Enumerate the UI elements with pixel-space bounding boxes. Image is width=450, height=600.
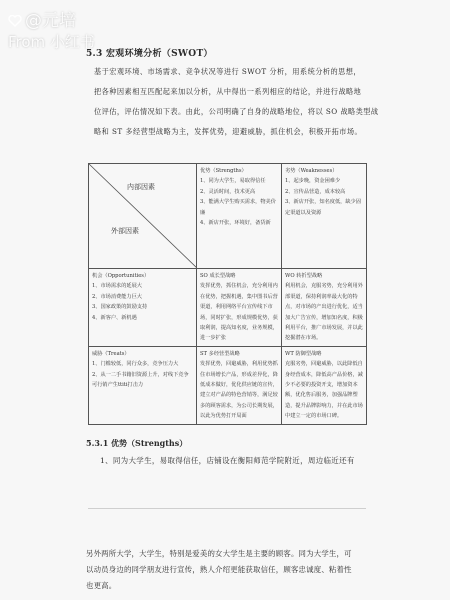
watermark-handle: @元培 <box>25 11 76 31</box>
weaknesses-cell <box>282 164 367 269</box>
subsection-title: 5.3.1 优势（Strengths） <box>86 438 188 448</box>
wo-text: 利用机会，克服劣势，充分利用外部渠道，保持利润率最大化的特点，对市场的产出进行优化，适当加大广告宣传，增加知名度，积极利用平台，推广市场发展，并以此挖掘潜在市场。 <box>285 283 363 342</box>
strengths-title: 优势（Strengths） <box>200 168 247 174</box>
list-item: 3、能满大学生购买需求，物美价廉 <box>200 199 276 216</box>
threats-title: 威胁（Treats） <box>92 350 130 357</box>
diagonal-header-cell <box>89 164 197 269</box>
intro-line: 位评估，评估情况如下表。由此，公司明确了自身的战略地位，将以 SO 战略类型战 <box>94 107 379 116</box>
bottom-line: 以动员身边的同学朋友进行宣传，熟人介绍更能获取信任，顾客忠诚度、粘着性 <box>86 565 352 574</box>
swot-table <box>88 163 367 425</box>
list-item: 1、市场需求的延展大 <box>92 283 142 290</box>
subsection-text: 1、同为大学生，易取得信任，店铺设在衡阳师范学院附近，周边临近还有 <box>100 456 355 465</box>
list-item: 1、同为大学生，易取得信任 <box>200 178 266 185</box>
table-row <box>89 346 367 424</box>
list-item: 2、宣传品营造，成本较高 <box>285 188 346 195</box>
bottom-paragraph <box>86 546 376 594</box>
wt-text: 克服劣势，回避威胁，以此降低自身经营成本，降低高产品价格，减少不必要的投资开支，增加资本额，优化售后服务，加强品牌塑造，提升品牌影响力，并在此市场中建立一定的市场口碑。 <box>285 361 363 420</box>
list-item: 3、新店开张，知名度低，缺少固定渠道以及资源 <box>285 199 361 216</box>
weaknesses-title: 劣势（Weaknesses） <box>285 168 338 174</box>
wo-strategy-cell <box>282 269 367 347</box>
list-item: 4、新客户、新机遇 <box>92 314 137 321</box>
list-item: 2、市场消费能力巨大 <box>92 293 142 300</box>
heart-icon <box>8 15 22 27</box>
table-row <box>89 269 367 347</box>
st-strategy-cell <box>197 346 282 424</box>
intro-line: 基于宏观环境、市场需求、竞争状况等进行 SWOT 分析，用系统分析的思想， <box>94 67 362 76</box>
so-title: SO 成长型战略 <box>200 273 236 279</box>
wt-strategy-cell <box>282 346 367 424</box>
list-item: 2、从一二手书籍旧资源上升，对线下竞争可行销产生ttiti打击力 <box>92 371 189 389</box>
wt-title: WT 防御型战略 <box>285 350 322 357</box>
intro-line: 略和 ST 多经营型战略为主，发挥优势，迎避威胁，抓住机会，积极开拓市场。 <box>94 127 363 136</box>
so-strategy-cell <box>197 269 282 347</box>
opportunities-cell <box>89 269 197 347</box>
watermark-source: From 小红书 <box>8 33 95 51</box>
wo-title: WO 转折型战略 <box>285 273 323 279</box>
st-text: 发挥优势，回避威胁，利用优势抓住市场增长产品，形成差异化，降低成本做好，优化供应链的宣传，建立对产品的特色营销等，满足较多的顾客需求，为公司长期发展，以此为优势打开局面 <box>200 361 278 420</box>
page-divider <box>88 508 366 509</box>
diagonal-line <box>89 164 197 268</box>
list-item: 3、国家政策的鼓励支持 <box>92 304 148 311</box>
so-text: 发挥优势，抓住机会，充分利用内在优势，把握机遇，集中图书后营渠道，利用网络平台宣传线下市场，同时扩张，形成规模优势，获取利润，提高知名度，业务规模，进一步扩张 <box>200 283 278 342</box>
section-title: 5.3 宏观环境分析（SWOT） <box>86 49 213 59</box>
st-title: ST 多经营型战略 <box>200 350 240 357</box>
strengths-cell <box>197 164 282 269</box>
inner-factor-label: 内部因素 <box>127 183 155 191</box>
bottom-line: 另外两所大学，大学生，特别是爱美的女大学生是主要的顾客。同为大学生，可 <box>86 549 352 558</box>
outer-factor-label: 外部因素 <box>111 227 139 235</box>
opportunities-title: 机会（Opportunities） <box>92 273 150 279</box>
threats-cell <box>89 346 197 424</box>
bottom-line: 也更高。 <box>86 581 117 590</box>
list-item: 2、灵活时间，技术更高 <box>200 188 256 195</box>
list-item: 4、新店开张，环境好，备货新 <box>200 220 271 227</box>
list-item: 1、起步晚，资金困难少 <box>285 178 341 185</box>
watermark <box>8 6 95 52</box>
intro-line: 把各种因素相互匹配起来加以分析，从中得出一系列相应的结论，并进行战略地 <box>94 87 362 96</box>
table-row <box>89 164 367 269</box>
intro-paragraph <box>94 62 379 142</box>
list-item: 1、门槛较低，同行众多，竞争压力大 <box>92 361 179 368</box>
